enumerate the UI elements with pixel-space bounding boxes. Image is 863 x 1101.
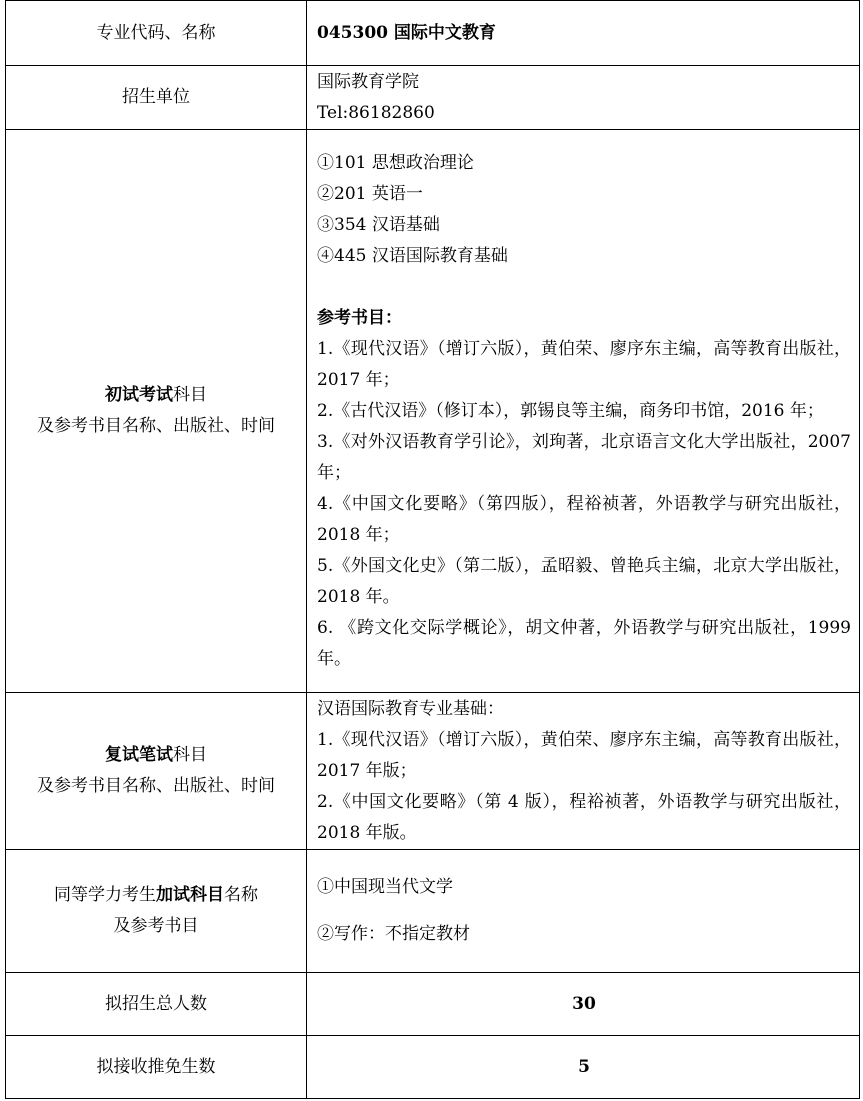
initial-exam-label-bold: 初试考试 — [105, 385, 173, 405]
extra-label — [6, 850, 307, 973]
reference-book-item: 4.《中国文化要略》（第四版），程裕祯著，外语教学与研究出版社，2018 年； — [317, 493, 851, 545]
total-label: 拟招生总人数 — [6, 973, 307, 1036]
initial-exam-label — [6, 130, 307, 693]
reference-book-item: 3.《对外汉语教育学引论》，刘珣著，北京语言文化大学出版社，2007 年； — [317, 431, 851, 483]
extra-row — [6, 850, 860, 973]
extra-subject-item: ②写作：不指定教材 — [317, 924, 470, 944]
exam-subject-item: ②201 英语一 — [317, 183, 423, 204]
retest-label — [6, 693, 307, 850]
retest-heading: 汉语国际教育专业基础： — [317, 698, 504, 719]
extra-label-bold: 加试科目 — [156, 885, 224, 905]
extra-label-post: 名称 — [224, 885, 258, 905]
exam-subject-item: ④445 汉语国际教育基础 — [317, 245, 508, 266]
books-heading: 参考书目： — [317, 307, 402, 328]
retest-book-item: 2.《中国文化要略》（第 4 版），程裕祯著，外语教学与研究出版社，2018 年版。 — [317, 791, 851, 843]
retest-value — [307, 693, 860, 850]
extra-label-pre: 同等学力考生 — [54, 885, 156, 905]
retest-label-line2: 及参考书目名称、出版社、时间 — [37, 776, 275, 796]
admission-info-table — [5, 0, 860, 1099]
total-value: 30 — [307, 973, 860, 1036]
unit-value — [307, 66, 860, 130]
total-row — [6, 973, 860, 1036]
recommended-label: 拟接收推免生数 — [6, 1036, 307, 1099]
major-value: 045300 国际中文教育 — [307, 1, 860, 66]
retest-label-bold: 复试笔试 — [105, 745, 173, 765]
recommended-row — [6, 1036, 860, 1099]
unit-name: 国际教育学院 — [317, 71, 419, 92]
initial-exam-value — [307, 130, 860, 693]
recommended-value: 5 — [307, 1036, 860, 1099]
initial-exam-label-line2: 及参考书目名称、出版社、时间 — [37, 416, 275, 436]
major-row — [6, 1, 860, 66]
unit-row — [6, 66, 860, 130]
initial-exam-row — [6, 130, 860, 693]
reference-book-item: 5.《外国文化史》（第二版），孟昭毅、曾艳兵主编，北京大学出版社，2018 年。 — [317, 555, 851, 607]
major-label: 专业代码、名称 — [6, 1, 307, 66]
extra-subject-item: ①中国现当代文学 — [317, 877, 453, 897]
initial-exam-label-rest: 科目 — [173, 385, 207, 405]
retest-book-item: 1.《现代汉语》（增订六版），黄伯荣、廖序东主编，高等教育出版社，2017 年版； — [317, 729, 851, 781]
exam-subject-item: ①101 思想政治理论 — [317, 152, 474, 173]
extra-value — [307, 850, 860, 973]
exam-subject-item: ③354 汉语基础 — [317, 214, 440, 235]
reference-book-item: 6. 《跨文化交际学概论》，胡文仲著，外语教学与研究出版社，1999 年。 — [317, 617, 851, 669]
unit-tel: Tel:86182860 — [317, 102, 435, 123]
extra-label-line2: 及参考书目 — [113, 916, 199, 936]
reference-book-item: 2.《古代汉语》（修订本），郭锡良等主编，商务印书馆，2016 年； — [317, 400, 824, 421]
reference-book-item: 1.《现代汉语》（增订六版），黄伯荣、廖序东主编，高等教育出版社，2017 年； — [317, 338, 851, 390]
retest-row — [6, 693, 860, 850]
unit-label: 招生单位 — [6, 66, 307, 130]
retest-label-rest: 科目 — [173, 745, 207, 765]
